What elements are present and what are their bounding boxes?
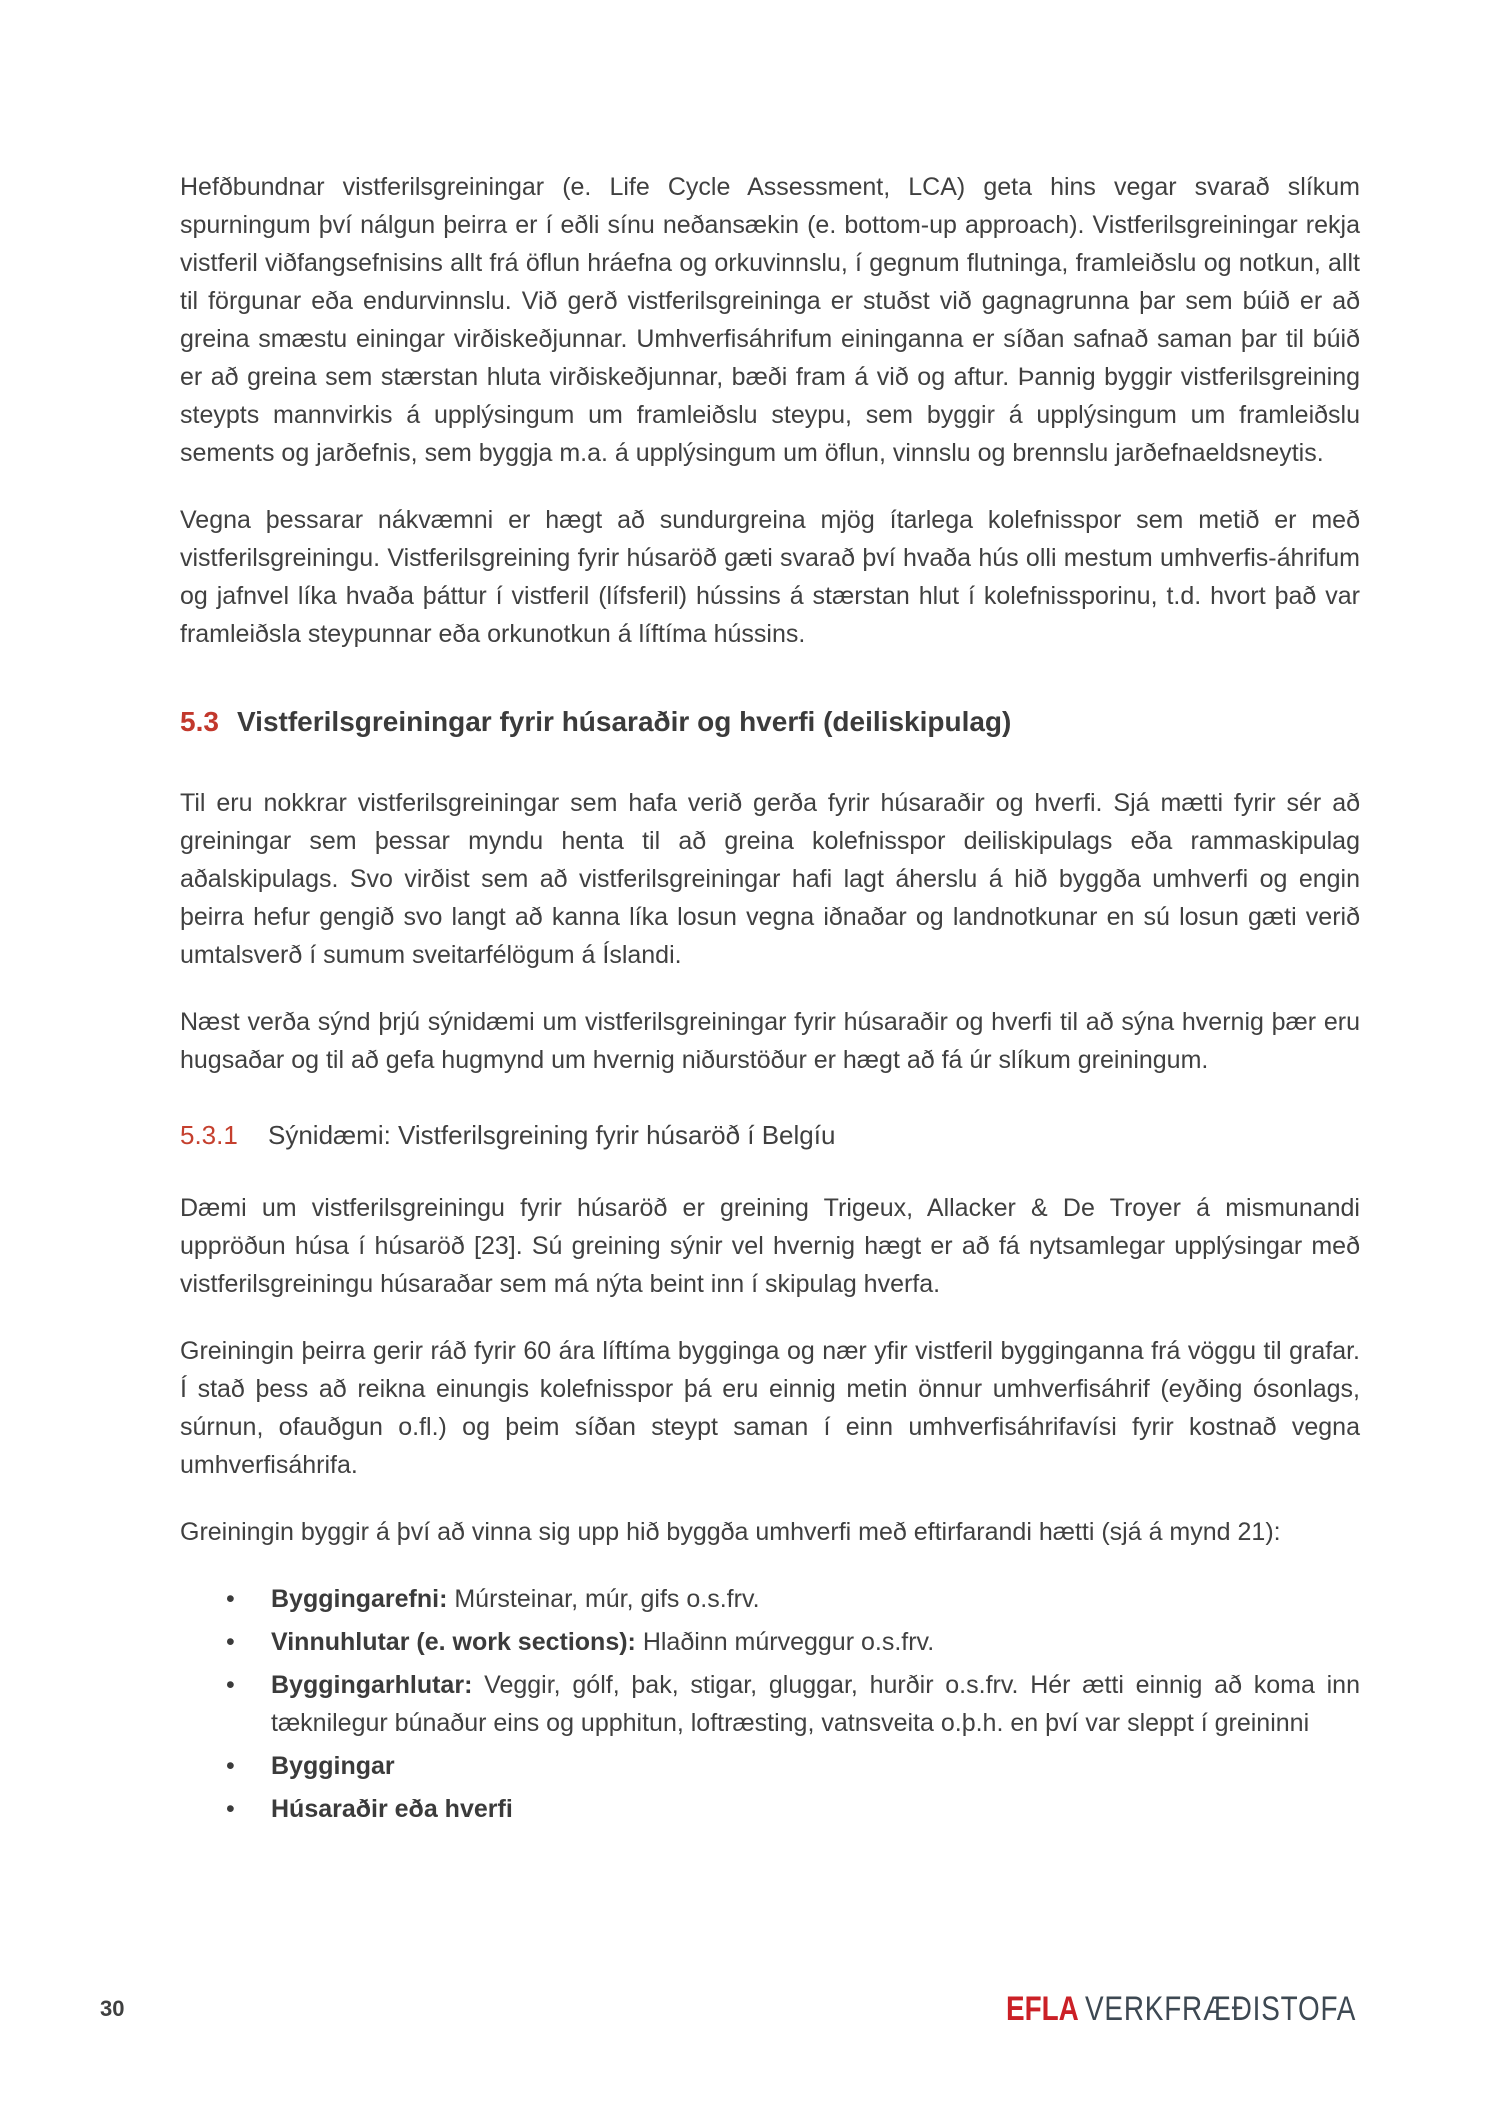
section-heading-5-3 bbox=[180, 705, 1360, 739]
list-item bbox=[180, 1790, 1360, 1828]
page-content bbox=[180, 168, 1360, 1833]
page-number: 30 bbox=[100, 1996, 125, 2021]
bullet-label: Byggingar bbox=[271, 1752, 395, 1780]
paragraph-intro-1: Hefðbundnar vistferilsgreiningar (e. Life Cycle Assessment, LCA) geta hins vegar svarað slíkum spurningum því nálgun þeirra er í eðli sínu neðansækin (e. bottom-up approach). Vistferilsgreiningar rekja vistferil viðfangsefnisins allt frá öflun hráefna og orkuvinnslu, í gegnum flutninga, framleiðslu og notkun, allt til förgunar eða endurvinnslu. Við gerð vistferilsgreininga er stuðst við gagnagrunna þar sem búið er að greina smæstu einingar virðiskeðjunnar. Umhverfisáhrifum eininganna er síðan safnað saman þar til búið er að greina sem stærstan hluta virðiskeðjunnar, bæði fram á við og aftur. Þannig byggir vistferilsgreining steypts mannvirkis á upplýsingum um framleiðslu steypu, sem byggir á upplýsingum um framleiðslu sements og jarðefnis, sem byggja m.a. á upplýsingum um öflun, vinnslu og brennslu jarðefnaeldsneytis. bbox=[180, 173, 1360, 467]
list-item bbox=[180, 1747, 1360, 1785]
paragraph-5-3-1: Til eru nokkrar vistferilsgreiningar sem hafa verið gerða fyrir húsaraðir og hverfi. Sjá mætti fyrir sér að greiningar sem þessar myndu henta til að greina kolefnisspor deiliskipulags eða rammaskipulag aðalskipulags. Svo virðist sem að vistferilsgreiningar hafi lagt áherslu á hið byggða umhverfi og engin þeirra hefur gengið svo langt að kanna líka losun vegna iðnaðar og landnotkunar en sú losun gæti verið umtalsverð í sumum sveitarfélögum á Íslandi. bbox=[180, 789, 1360, 969]
section-number-5-3: 5.3 bbox=[180, 706, 219, 737]
bullet-label: Húsaraðir eða hverfi bbox=[271, 1795, 513, 1823]
list-item bbox=[180, 1666, 1360, 1742]
paragraph-5-3-2: Næst verða sýnd þrjú sýnidæmi um vistferilsgreiningar fyrir húsaraðir og hverfi til að sýna hvernig þær eru hugsaðar og til að gefa hugmynd um hvernig niðurstöður er hægt að fá úr slíkum greiningum. bbox=[180, 1008, 1360, 1074]
paragraph-5-3-1-3: Greiningin byggir á því að vinna sig upp hið byggða umhverfi með eftirfarandi hætti (sjá á mynd 21): bbox=[180, 1518, 1281, 1546]
efla-logo bbox=[990, 1990, 1416, 2029]
section-heading-5-3-1 bbox=[180, 1119, 1360, 1151]
paragraph-5-3-1-1: Dæmi um vistferilsgreiningu fyrir húsaröð er greining Trigeux, Allacker & De Troyer á mismunandi uppröðun húsa í húsaröð [23]. Sú greining sýnir vel hvernig hægt er að fá nytsamlegar upplýsingar með vistferilsgreiningu húsaraðar sem má nýta beint inn í skipulag hverfa. bbox=[180, 1194, 1360, 1298]
efla-logo-brand: EFLA bbox=[1006, 1990, 1080, 2028]
bullet-text: Hlaðinn múrveggur o.s.frv. bbox=[635, 1628, 935, 1656]
bullet-text: Veggir, gólf, þak, stigar, gluggar, hurðir o.s.frv. Hér ætti einnig að koma inn tæknilegur búnaður eins og upphitun, loftræsting, vatnsveita o.þ.h. en því var sleppt í greininni bbox=[271, 1671, 1360, 1737]
bullet-label: Byggingarhlutar: bbox=[271, 1671, 473, 1699]
section-number-5-3-1: 5.3.1 bbox=[180, 1120, 238, 1150]
bullet-list bbox=[180, 1580, 1360, 1828]
section-title-5-3: Vistferilsgreiningar fyrir húsaraðir og hverfi (deiliskipulag) bbox=[237, 706, 1012, 737]
bullet-label: Byggingarefni: bbox=[271, 1585, 448, 1613]
list-item bbox=[180, 1623, 1360, 1661]
paragraph-intro-2: Vegna þessarar nákvæmni er hægt að sundurgreina mjög ítarlega kolefnisspor sem metið er með vistferilsgreiningu. Vistferilsgreining fyrir húsaröð gæti svarað því hvaða hús olli mestum umhverfis-áhrifum og jafnvel líka hvaða þáttur í vistferil (lífsferil) hússins á stærstan hlut í kolefnissporinu, t.d. hvort það var framleiðsla steypunnar eða orkunotkun á líftíma hússins. bbox=[180, 506, 1360, 648]
section-title-5-3-1: Sýnidæmi: Vistferilsgreining fyrir húsaröð í Belgíu bbox=[268, 1120, 836, 1150]
paragraph-5-3-1-2: Greiningin þeirra gerir ráð fyrir 60 ára líftíma bygginga og nær yfir vistferil bygginganna frá vöggu til grafar. Í stað þess að reikna einungis kolefnisspor þá eru einnig metin önnur umhverfisáhrif (eyðing ósonlags, súrnun, ofauðgun o.fl.) og þeim síðan steypt saman í einn umhverfisáhrifavísi fyrir kostnað vegna umhverfisáhrifa. bbox=[180, 1337, 1360, 1479]
bullet-text: Múrsteinar, múr, gifs o.s.frv. bbox=[447, 1585, 760, 1613]
bullet-label: Vinnuhlutar (e. work sections): bbox=[271, 1628, 636, 1656]
efla-logo-name: VERKFRÆÐISTOFA bbox=[1085, 1990, 1357, 2028]
list-item bbox=[180, 1580, 1360, 1618]
